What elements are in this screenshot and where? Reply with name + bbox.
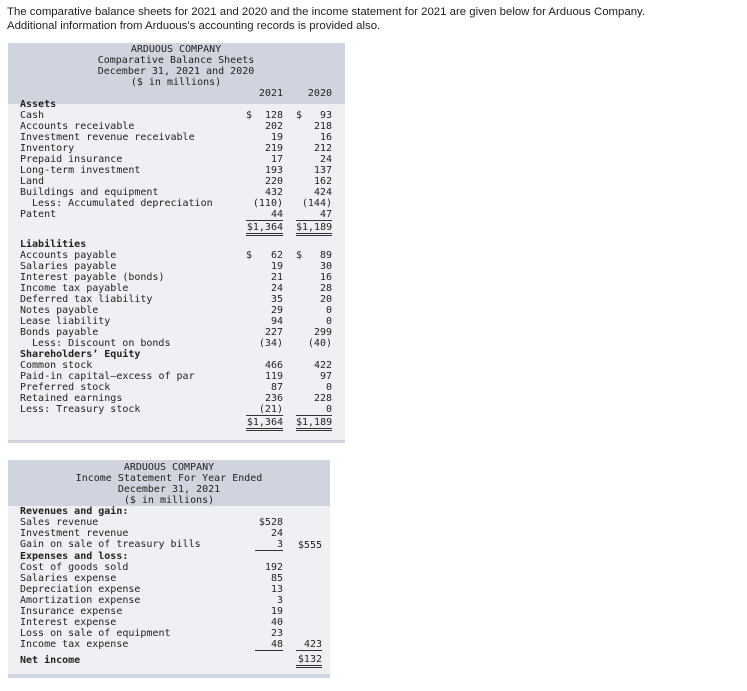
liabilities-value-2021: 35 [270, 294, 283, 305]
expenses-label: Salaries expense [20, 573, 117, 584]
liabilities-value-2020: 299 [313, 327, 332, 338]
le-double-underline-2020 [296, 428, 332, 431]
revenues-amount: $528 [258, 517, 283, 528]
expenses-label: Insurance expense [20, 606, 123, 617]
equity-label: Paid-in capital—excess of par [20, 371, 195, 382]
expenses-amount: 19 [270, 606, 283, 617]
expenses-amount: 48 [270, 639, 283, 650]
ap-dollar-2021: $ [246, 250, 253, 261]
assets-value-2020: 47 [319, 209, 332, 220]
net-income-label: Net income [20, 655, 81, 666]
net-income-double-underline [296, 665, 322, 668]
assets-value-2020: 212 [313, 143, 332, 154]
liabilities-value-2021: 94 [270, 316, 283, 327]
is-date: December 31, 2021 [117, 484, 221, 495]
bs-year-2020: 2020 [307, 88, 332, 99]
equity-label: Common stock [20, 360, 93, 371]
equity-value-2020: 422 [313, 360, 332, 371]
liabilities-value-2021: 19 [270, 261, 283, 272]
assets-double-underline-2021 [246, 233, 283, 236]
is-company: ARDUOUS COMPANY [123, 462, 215, 473]
revenues-underline [255, 550, 283, 551]
assets-heading: Assets [20, 99, 57, 110]
equity-value-2021: 87 [270, 382, 283, 393]
liabilities-value-2020: (40) [307, 338, 332, 349]
assets-underline-2020 [296, 220, 332, 221]
expenses-amount: 3 [276, 595, 283, 606]
expenses-amount: 13 [270, 584, 283, 595]
liabilities-value-2020: 0 [325, 305, 332, 316]
liabilities-heading: Liabilities [20, 239, 87, 250]
expenses-label: Income tax expense [20, 639, 129, 650]
assets-value-2020: 24 [319, 154, 332, 165]
assets-value-2021: (110) [252, 198, 283, 209]
assets-value-2021: 202 [264, 121, 283, 132]
revenues-label: Gain on sale of treasury bills [20, 539, 201, 550]
equity-value-2021: 119 [264, 371, 283, 382]
revenues-amount: 24 [270, 528, 283, 539]
assets-value-2020: 137 [313, 165, 332, 176]
revenues-heading: Revenues and gain: [20, 506, 129, 517]
equity-label: Less: Treasury stock [20, 404, 141, 415]
assets-value-2021: 44 [270, 209, 283, 220]
expenses-label: Amortization expense [20, 595, 141, 606]
is-units: ($ in millions) [123, 495, 215, 506]
equity-value-2020: 0 [325, 404, 332, 415]
liabilities-value-2021: 29 [270, 305, 283, 316]
assets-double-underline-2020 [296, 233, 332, 236]
expenses-total-underline [296, 650, 322, 651]
bs-units: ($ in millions) [130, 77, 222, 88]
net-income-value: $132 [297, 654, 322, 665]
equity-heading: Shareholders’ Equity [20, 349, 141, 360]
balance-sheet-bottom-bar [8, 440, 345, 443]
expenses-amount: 23 [270, 628, 283, 639]
equity-value-2020: 228 [313, 393, 332, 404]
bs-title: Comparative Balance Sheets [97, 55, 255, 66]
assets-label: Land [20, 176, 45, 187]
assets-underline-2021 [246, 220, 283, 221]
assets-label: Accounts receivable [20, 121, 135, 132]
liabilities-value-2020: 16 [319, 272, 332, 283]
assets-value-2020: 424 [313, 187, 332, 198]
equity-value-2021: 236 [264, 393, 283, 404]
liabilities-label: Less: Discount on bonds [32, 338, 171, 349]
bs-date: December 31, 2021 and 2020 [97, 66, 255, 77]
ap-dollar-2020: $ [296, 250, 303, 261]
assets-label: Long-term investment [20, 165, 141, 176]
assets-label: Investment revenue receivable [20, 132, 195, 143]
liabilities-value-2021: 21 [270, 272, 283, 283]
equity-label: Preferred stock [20, 382, 111, 393]
liabilities-label: Bonds payable [20, 327, 99, 338]
liabilities-value-2020: 28 [319, 283, 332, 294]
assets-value-2021: 128 [264, 110, 283, 121]
liabilities-value-2021: (34) [258, 338, 283, 349]
expenses-total: 423 [303, 639, 322, 650]
assets-value-2020: 93 [319, 110, 332, 121]
le-total-2021: $1,364 [246, 417, 283, 428]
assets-value-2020: (144) [301, 198, 332, 209]
liabilities-label: Notes payable [20, 305, 99, 316]
revenues-amount: 3 [276, 539, 283, 550]
assets-label: Buildings and equipment [20, 187, 159, 198]
liabilities-value-2021: 227 [264, 327, 283, 338]
equity-value-2020: 0 [325, 382, 332, 393]
expenses-amount: 192 [264, 562, 283, 573]
equity-value-2020: 97 [319, 371, 332, 382]
intro-text [7, 5, 737, 33]
liabilities-label: Accounts payable [20, 250, 117, 261]
assets-total-2020: $1,189 [296, 222, 333, 233]
bs-year-2021: 2021 [258, 88, 283, 99]
assets-value-2020: 162 [313, 176, 332, 187]
cash-dollar-2020: $ [296, 110, 303, 121]
assets-value-2021: 219 [264, 143, 283, 154]
revenues-label: Sales revenue [20, 517, 99, 528]
cash-dollar-2021: $ [246, 110, 253, 121]
assets-total-2021: $1,364 [246, 222, 283, 233]
equity-value-2021: (21) [258, 404, 283, 415]
is-title: Income Statement For Year Ended [75, 473, 263, 484]
liabilities-label: Income tax payable [20, 283, 129, 294]
assets-value-2020: 16 [319, 132, 332, 143]
assets-label: Cash [20, 110, 45, 121]
bs-company: ARDUOUS COMPANY [130, 44, 222, 55]
intro-line-1: The comparative balance sheets for 2021 and 2020 and the income statement for 2021 are given below for Arduous Company. [7, 6, 646, 18]
liabilities-value-2020: 89 [319, 250, 332, 261]
expenses-label: Interest expense [20, 617, 117, 628]
equity-value-2021: 466 [264, 360, 283, 371]
equity-label: Retained earnings [20, 393, 123, 404]
revenues-total: $555 [297, 540, 322, 551]
assets-label: Patent [20, 209, 57, 220]
expenses-label: Cost of goods sold [20, 562, 129, 573]
assets-label: Prepaid insurance [20, 154, 123, 165]
assets-value-2021: 193 [264, 165, 283, 176]
assets-label: Inventory [20, 143, 75, 154]
revenues-label: Investment revenue [20, 528, 129, 539]
expenses-heading: Expenses and loss: [20, 551, 129, 562]
le-underline-2021 [246, 415, 283, 416]
liabilities-label: Salaries payable [20, 261, 117, 272]
intro-line-2: Additional information from Arduous's accounting records is provided also. [7, 20, 381, 32]
expenses-amount: 85 [270, 573, 283, 584]
le-underline-2020 [296, 415, 332, 416]
assets-label: Less: Accumulated depreciation [32, 198, 213, 209]
expenses-label: Depreciation expense [20, 584, 141, 595]
liabilities-value-2021: 24 [270, 283, 283, 294]
liabilities-label: Lease liability [20, 316, 111, 327]
expenses-underline [255, 650, 283, 651]
liabilities-label: Interest payable (bonds) [20, 272, 165, 283]
assets-value-2021: 432 [264, 187, 283, 198]
assets-value-2021: 19 [270, 132, 283, 143]
expenses-label: Loss on sale of equipment [20, 628, 171, 639]
expenses-amount: 40 [270, 617, 283, 628]
assets-value-2021: 220 [264, 176, 283, 187]
assets-value-2021: 17 [270, 154, 283, 165]
income-statement-bottom-bar [8, 674, 330, 678]
liabilities-label: Deferred tax liability [20, 294, 153, 305]
assets-value-2020: 218 [313, 121, 332, 132]
le-double-underline-2021 [246, 428, 283, 431]
liabilities-value-2021: 62 [270, 250, 283, 261]
liabilities-value-2020: 0 [325, 316, 332, 327]
liabilities-value-2020: 30 [319, 261, 332, 272]
le-total-2020: $1,189 [296, 417, 333, 428]
liabilities-value-2020: 20 [319, 294, 332, 305]
